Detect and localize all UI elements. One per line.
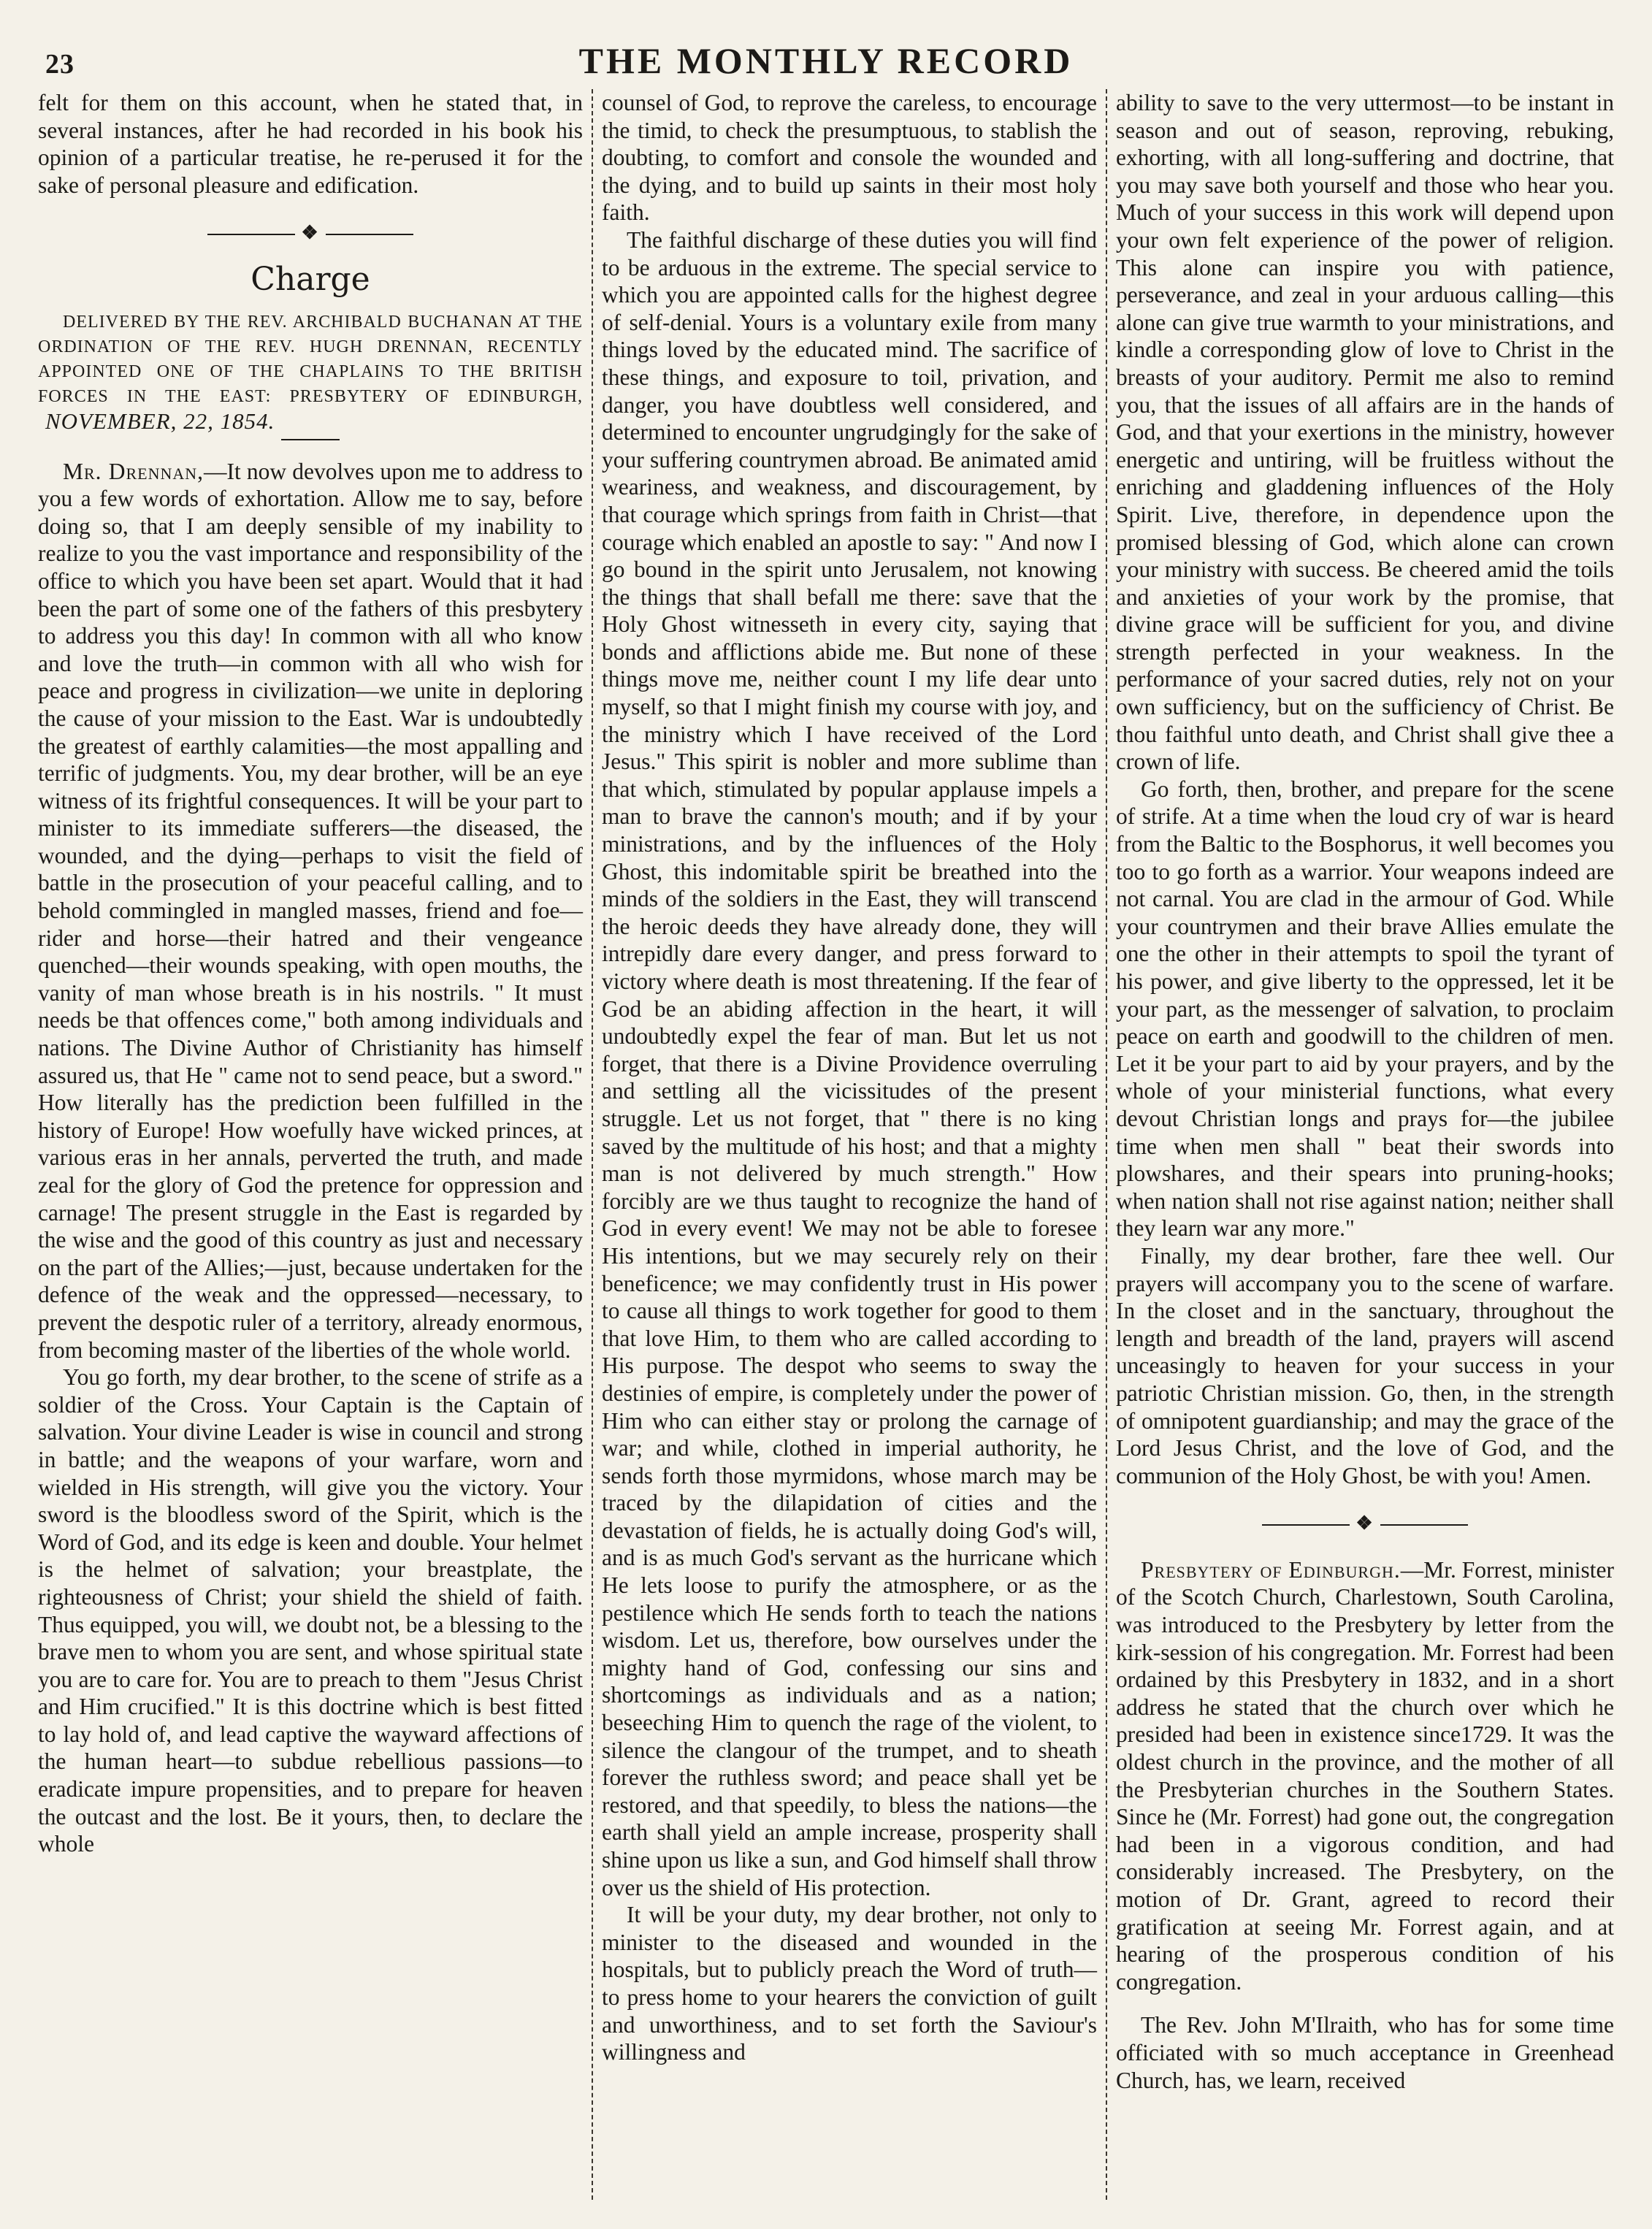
presbytery-paragraph-text: —Mr. Forrest, minister of the Scotch Church, Charlestown, South Carolina, was introduced to the Presbytery by letter from the kirk-session of his congregation. Mr. Forrest had been ordained by this Presbytery in 1832, and in a short address he stated that the church over which he presided had been in existence since1729. It was the oldest church in the province, and the mother of all the Presbyterian churches in the Southern States. Since he (Mr. Forrest) had gone out, the congregation had been in a vigorous condition, and had considerably increased. The Presbytery, on the motion of Dr. Grant, agreed to record their gratification at seeing Mr. Forrest again, and at hearing of the prosperous condition of his congregation. <box>1116 1556 1614 1995</box>
charge-paragraph-7: Go forth, then, brother, and prepare for the scene of strife. At a time when the loud cry of war is heard from the Baltic to the Bosphorus, it well becomes you too to go forth as a warrior. Your weapons indeed are not carnal. You are clad in the armour of God. While your countrymen and their brave Allies emulate the one the other in their attempts to spoil the tyrant of his power, and give liberty to the oppressed, let it be your part, as the messenger of salvation, to proclaim peace on earth and goodwill to the children of men. Let it be your part to aid by your prayers, and by the whole of your ministerial functions, what every devout Christian longs and prays for—the jubilee time when men shall " beat their swords into plowshares, and their spears into pruning-hooks; when nation shall not rise against nation; neither shall they learn war any more." <box>1116 776 1614 1242</box>
column-2 <box>592 89 1106 2200</box>
article-date: NOVEMBER, 22, 1854. <box>45 408 275 434</box>
section-ornament-2: ❖ <box>1116 1510 1614 1537</box>
charge-paragraph-1 <box>38 458 583 1364</box>
news-paragraph: The Rev. John M'Ilraith, who has for some time officiated with so much acceptance in Greenhead Church, has, we learn, received <box>1116 2012 1614 2093</box>
section-ornament: ❖ <box>38 219 583 247</box>
running-title: THE MONTHLY RECORD <box>578 40 1074 81</box>
article-title: Charge <box>251 260 370 298</box>
article-subtitle <box>38 310 583 436</box>
intro-paragraph: felt for them on this account, when he stated that, in several instances, after he had recorded in his book his opinion of a particular treatise, he re-perused it for the sake of personal pleasure and edification. <box>38 90 583 198</box>
salutation: Mr. Drennan, <box>63 458 204 484</box>
charge-paragraph-6: ability to save to the very uttermost—to be instant in season and out of season, reproving, rebuking, exhorting, with all long-suffering and doctrine, that you may save both yourself and those who hear you. Much of your success in this work will depend upon your own felt experience of the power of religion. This alone can inspire you with patience, perseverance, and zeal in your arduous calling—this alone can give true warmth to your ministrations, and kindle a corresponding glow of love to Christ in the breasts of your auditory. Permit me also to remind you, that the issues of all affairs are in the hands of God, and that your exertions in the ministry, however energetic and untiring, will be fruitless without the enriching and gladdening influences of the Holy Spirit. Live, therefore, in dependence upon the promised blessing of God, which alone can crown your ministry with success. Be cheered amid the toils and anxieties of your work by the promise, that divine grace will be sufficient for you, and divine strength perfected in your weakness. In the performance of your sacred duties, rely not on your own sufficiency, but on the sufficiency of Christ. Be thou faithful unto death, and Christ shall give thee a crown of life. <box>1116 90 1614 775</box>
text-columns <box>38 89 1614 2200</box>
charge-paragraph-1-text: —It now devolves upon me to address to you a few words of exhortation. Allow me to say, before doing so, that I am deeply sensible of my inability to realize to you the vast importance and responsibility of the office to which you have been set apart. Would that it had been the part of some one of the fathers of this presbytery to address you this day! In common with all who know and love the truth—in common with all who wish for peace and progress in civilization—we unite in deploring the cause of your mission to the East. War is undoubtedly the greatest of earthly calamities—the most appalling and terrific of judgments. You, my dear brother, will be an eye witness of its frightful consequences. It will be your part to minister to its immediate sufferers—the diseased, the wounded, and the dying—perhaps to visit the field of battle in the prosecution of your peaceful calling, and to behold commingled in mangled masses, friend and foe—rider and horse—their hatred and their vengeance quenched—their wounds speaking, with open mouths, the vanity of man whose breath is in his nostrils. " It must needs be that offences come," both among individuals and nations. The Divine Author of Christianity has himself assured us, that He " came not to send peace, but a sword." How literally has the prediction been fulfilled in the history of Europe! How woefully have wicked princes, at various eras in her annals, perverted the truth, and made zeal for the glory of God the pretence for oppression and carnage! The present struggle in the East is regarded by the wise and the good of this country as just and necessary on the part of the Allies;—just, because undertaken for the defence of the weak and the oppressed—necessary, to prevent the despotic ruler of a territory, already enormous, from becoming master of the liberties of the whole world. <box>38 458 583 1363</box>
column-3 <box>1106 89 1614 2200</box>
presbytery-paragraph <box>1116 1556 1614 1996</box>
presbytery-heading: Presbytery of Edinburgh. <box>1141 1556 1401 1583</box>
charge-paragraph-5: It will be your duty, my dear brother, not only to minister to the diseased and wounded in the hospitals, but to publicly preach the Word of truth—to press home to your hearers the conviction of guilt and unworthiness, and to set forth the Saviour's willingness and <box>602 1902 1097 2065</box>
charge-paragraph-8: Finally, my dear brother, fare thee well. Our prayers will accompany you to the scene of warfare. In the closet and in the sanctuary, throughout the length and breadth of the land, prayers will ascend unceasingly to heaven for your success in your patriotic Christian mission. Go, then, in the strength of omnipotent guardianship; and may the grace of the Lord Jesus Christ, and the love of God, and the communion of the Holy Ghost, be with you! Amen. <box>1116 1242 1614 1488</box>
column-1 <box>38 89 592 2200</box>
charge-paragraph-3: counsel of God, to reprove the careless, to encourage the timid, to check the presumptuous, to stablish the doubting, to comfort and console the wounded and the dying, and to build up saints in their most holy faith. <box>602 90 1097 226</box>
charge-paragraph-4: The faithful discharge of these duties you will find to be arduous in the extreme. The special service to which you are appointed calls for the highest degree of self-denial. Yours is a voluntary exile from many things loved by the educated mind. The sacrifice of these things, and exposure to toil, privation, and danger, you have doubtless well considered, and determined to encounter ungrudgingly for the sake of your suffering countrymen abroad. Be animated amid weariness, and weakness, and discouragement, by that courage which springs from faith in Christ—that courage which enabled an apostle to say: " And now I go bound in the spirit unto Jerusalem, not knowing the things that shall befall me there: save that the Holy Ghost witnesseth in every city, saying that bonds and afflictions abide me. But none of these things move me, neither count I my life dear unto myself, so that I might finish my course with joy, and the ministry which I have received of the Lord Jesus." This spirit is nobler and more sublime than that which, stimulated by popular applause impels a man to brave the cannon's mouth; and if by your ministrations, and by the influences of the Holy Ghost, this indomitable spirit be breathed into the minds of the soldiers in the East, they will transcend the heroic deeds they have already done, they will intrepidly dare every danger, and press forward to victory where death is most threatening. If the fear of God be an abiding affection in the heart, it will undoubtedly expel the fear of man. But let us not forget, that there is a Divine Providence overruling and settling all the vicissitudes of the present struggle. Let us not forget, that " there is no king saved by the multitude of his host; and that a mighty man is not delivered by much strength." How forcibly are we thus taught to recognize the hand of God in every event! We may not be able to foresee His intentions, but we may securely rely on their beneficence; we may confidently trust in His power to cause all things to work together for good to them that love Him, to them who are called according to His purpose. The despot who seems to sway the destinies of empire, is completely under the power of Him who can either stay or prolong the carnage of war; and while, clothed in imperial authority, he sends forth those myrmidons, whose march may be traced by the dilapidation of cities and the devastation of fields, he is actually doing God's will, and is as much God's servant as the hurricane which He lets loose to purify the atmosphere, or as the pestilence which He sends forth to teach the nations wisdom. Let us, therefore, bow ourselves under the mighty hand of God, confessing our sins and shortcomings as individuals and as a nation; beseeching Him to quench the rage of the violent, to silence the clangour of the trumpet, and to sheath forever the ruthless sword; and peace shall yet be restored, and that speedily, to bless the nations—the earth shall yield an ample increase, prosperity shall shine upon us like a sun, and God himself shall throw over us the shield of His protection. <box>602 226 1097 1900</box>
article-subtitle-text: DELIVERED BY THE REV. ARCHIBALD BUCHANAN AT THE ORDINATION OF THE REV. HUGH DRENNAN, RECENTLY APPOINTED ONE OF THE CHAPLAINS TO THE BRITISH FORCES IN THE EAST: PRESBYTERY OF EDINBURGH, <box>38 312 583 406</box>
charge-paragraph-2: You go forth, my dear brother, to the scene of strife as a soldier of the Cross. Your Captain is the Captain of salvation. Your divine Leader is wise in council and strong in battle; and the weapons of your warfare, worn and wielded in His strength, will give you the victory. Your sword is the bloodless sword of the Spirit, which is the Word of God, and its edge is keen and double. Your helmet is the helmet of salvation; your breastplate, the righteousness of Christ; your shield the shield of faith. Thus equipped, you will, we doubt not, be a blessing to the brave men to whom you are sent, and whose spiritual state you are to care for. You are to preach to them "Jesus Christ and Him crucified." It is this doctrine which is best fitted to lay hold of, and lead captive the wayward affections of the human heart—to subdue rebellious passions—to eradicate impure propensities, and to prepare for heaven the outcast and the lost. Be it yours, then, to declare the whole <box>38 1364 583 1857</box>
page-header <box>38 26 1614 89</box>
subtitle-rule <box>281 439 340 440</box>
page-number: 23 <box>45 49 74 80</box>
